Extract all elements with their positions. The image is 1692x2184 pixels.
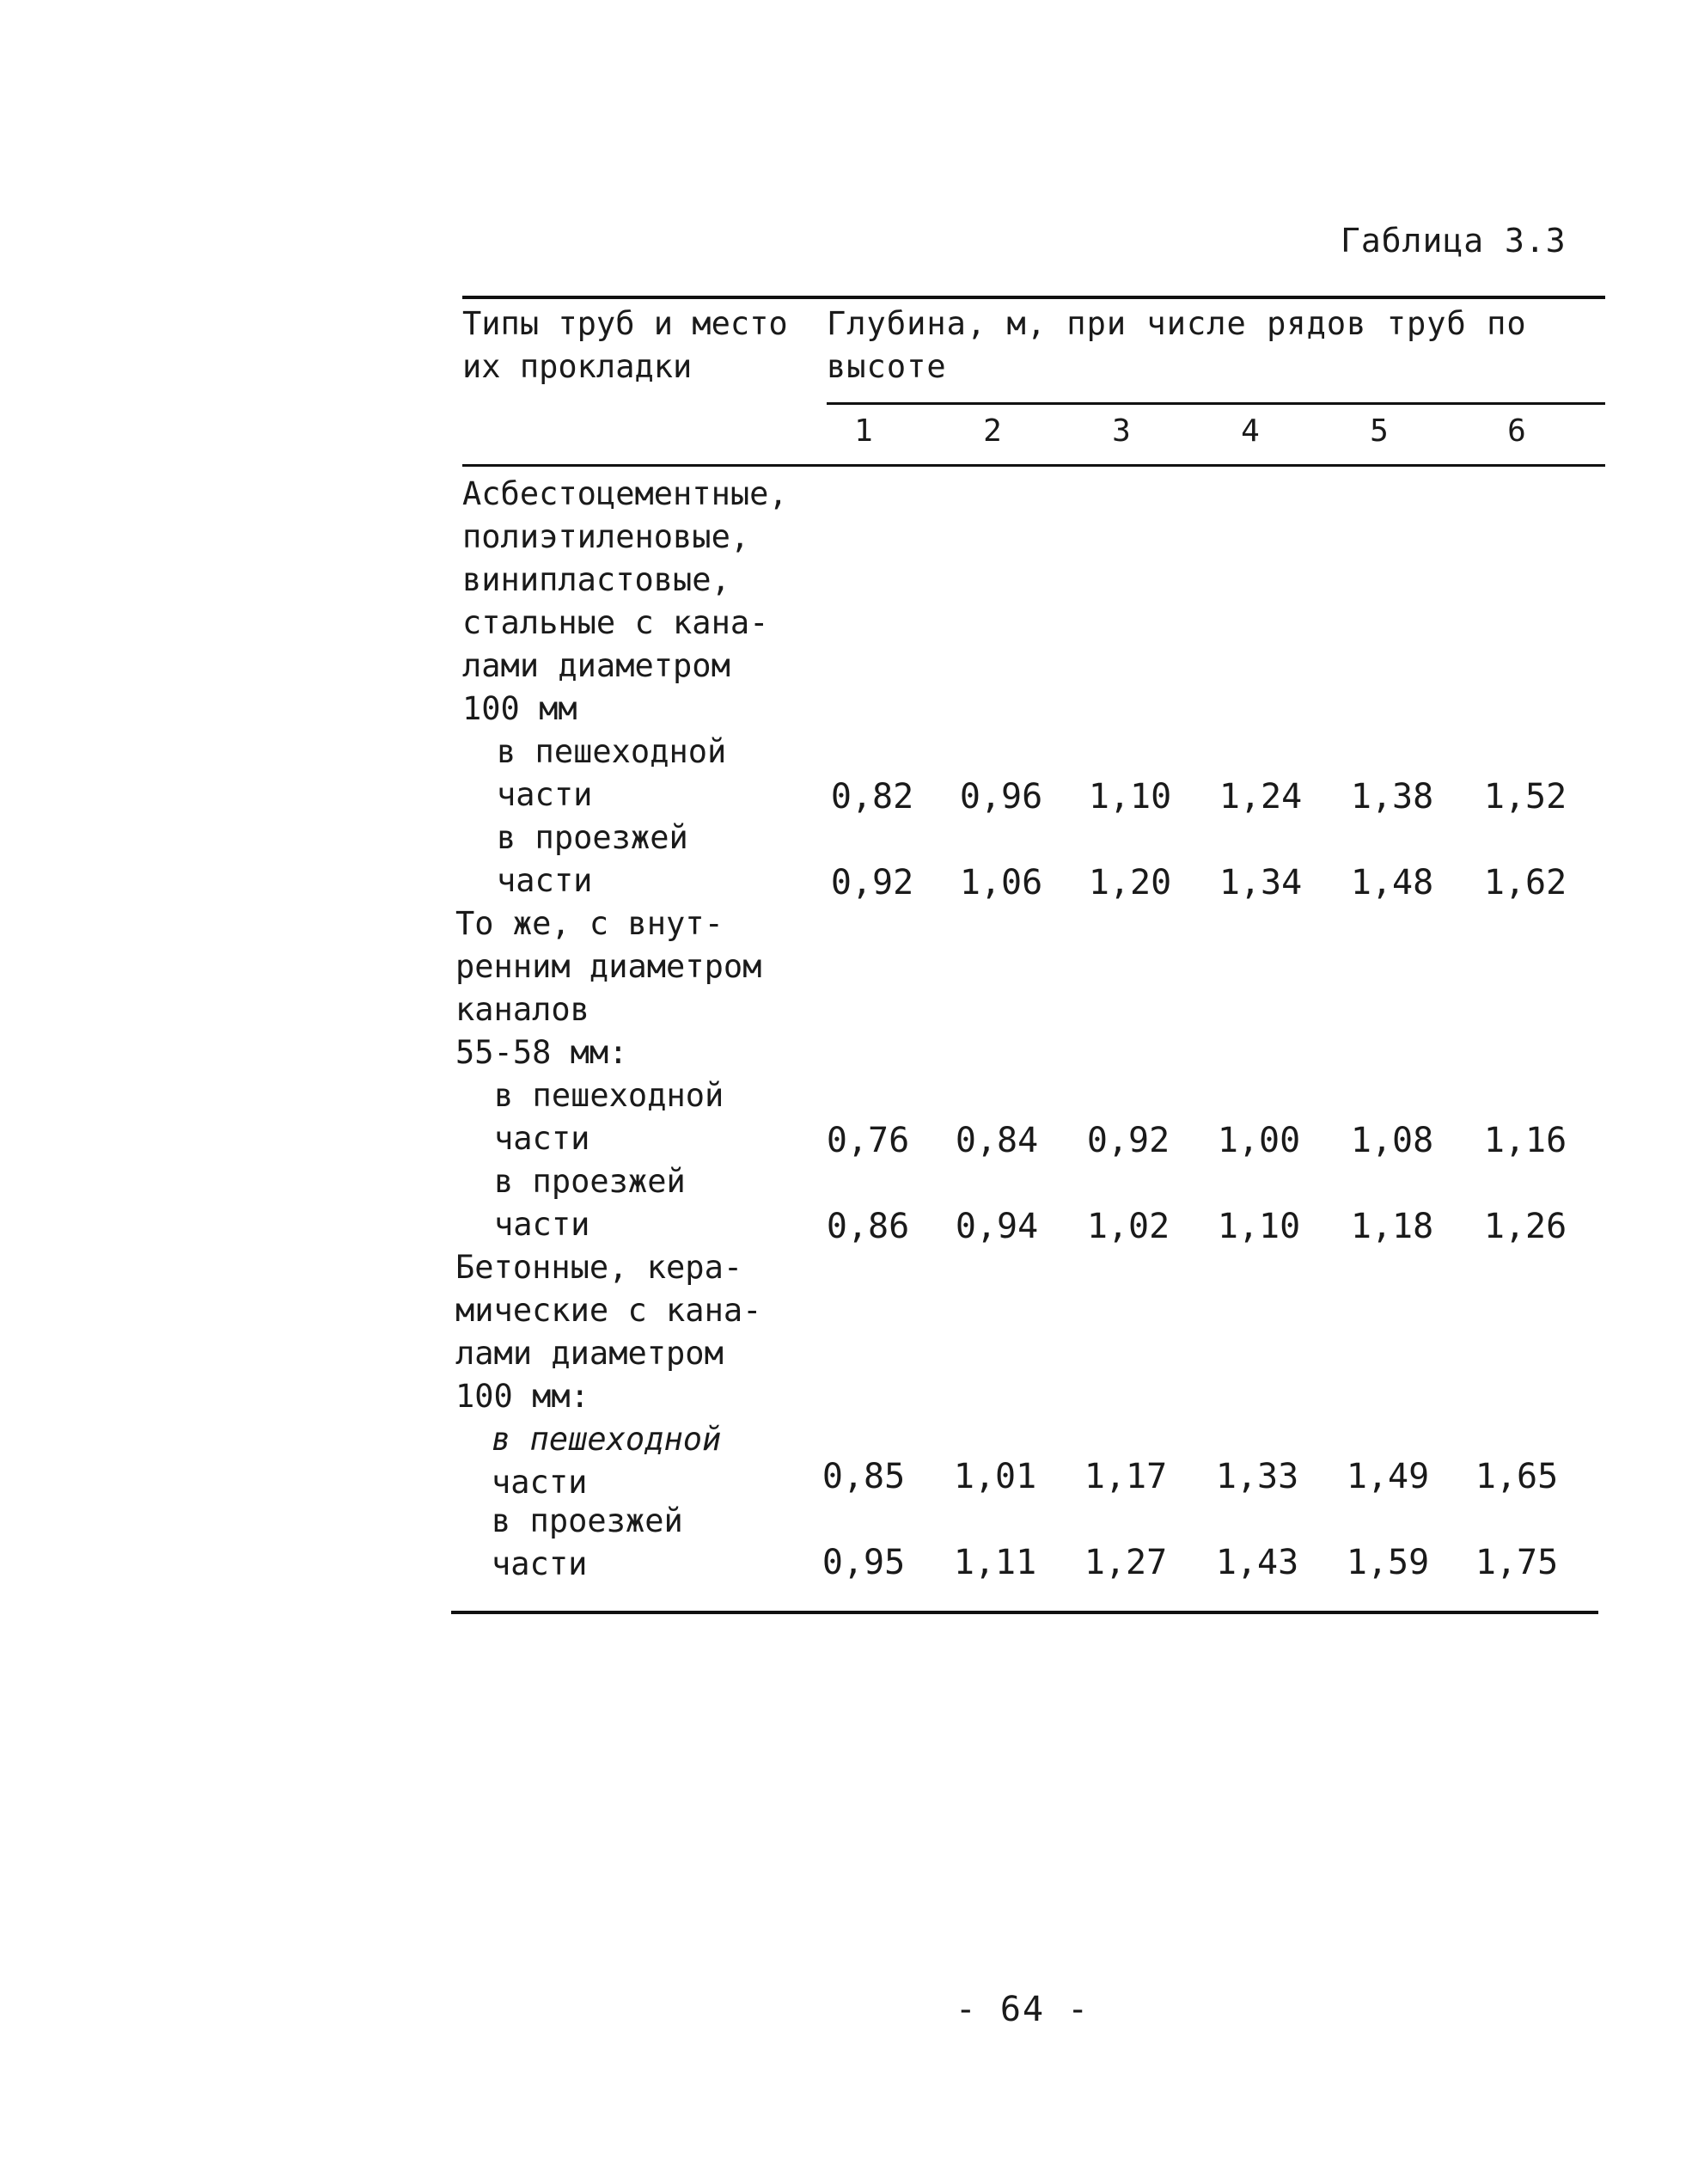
row-label-line: в пешеходной [492,1421,722,1458]
row-label-line: в проезжей [494,1163,686,1200]
value-cell: 0,86 [826,1207,910,1246]
value-cell: 1,01 [953,1457,1037,1496]
value-cell: 1,18 [1350,1207,1434,1246]
group-title-line: лами диаметром [455,1335,724,1372]
page-number: - 64 - [955,1990,1090,2029]
column-number: 5 [1370,413,1389,449]
value-cell: 0,92 [830,863,914,902]
group-title-line: Асбестоцементные, [462,475,788,512]
header-left-line: Типы труб и место [462,305,788,342]
value-cell: 0,94 [955,1207,1039,1246]
value-cell: 0,82 [830,777,914,817]
table-top-rule [462,296,1605,299]
table-caption: Габлица 3.3 [1341,222,1567,260]
header-left-cell [462,303,823,388]
group-title-line: 100 мм [462,690,577,727]
table-bottom-rule [451,1611,1598,1614]
value-cell: 1,02 [1086,1207,1170,1246]
group-title-line: Бетонные, кера- [455,1249,743,1286]
value-cell: 1,75 [1475,1543,1559,1582]
row-label-line: части [492,1545,588,1582]
group-title-line: каналов [455,991,589,1028]
value-cell: 1,49 [1346,1457,1430,1496]
value-cell: 1,38 [1350,777,1434,817]
value-cell: 0,96 [959,777,1043,817]
value-cell: 1,08 [1350,1121,1434,1160]
row-label-line: в пешеходной [494,1077,724,1114]
header-main-line: высоте [827,348,947,385]
group-title-line: полиэтиленовые, [462,518,750,555]
value-cell: 1,48 [1350,863,1434,902]
value-cell: 1,10 [1217,1207,1301,1246]
column-number: 6 [1507,413,1526,449]
group-title-line: То же, с внут- [455,905,724,942]
value-cell: 1,34 [1219,863,1303,902]
column-number: 3 [1112,413,1131,449]
row-label-line: в проезжей [492,1502,683,1539]
header-main-cell [827,303,1600,388]
header-bottom-rule [462,464,1605,467]
group-title-line: 100 мм: [455,1378,589,1415]
header-subrule [827,402,1605,405]
value-cell: 0,76 [826,1121,910,1160]
row-label-line: в пешеходной [497,733,727,770]
row-label-line: части [492,1464,588,1501]
value-cell: 0,85 [822,1457,906,1496]
value-cell: 1,33 [1215,1457,1299,1496]
value-cell: 1,20 [1088,863,1172,902]
value-cell: 1,59 [1346,1543,1430,1582]
row-label-line: части [494,1206,590,1243]
value-cell: 1,62 [1483,863,1567,902]
value-cell: 1,26 [1483,1207,1567,1246]
column-number: 4 [1241,413,1260,449]
header-left-line: их прокладки [462,348,693,385]
row-label-line: части [497,776,593,813]
group-title-line: винипластовые, [462,561,730,598]
value-cell: 1,17 [1084,1457,1168,1496]
group-title-line: мические с кана- [455,1292,762,1329]
row-label-line: в проезжей [497,819,688,856]
group-title-line: 55-58 мм: [455,1034,628,1071]
row-label-line: части [494,1120,590,1157]
value-cell: 1,24 [1219,777,1303,817]
value-cell: 1,65 [1475,1457,1559,1496]
value-cell: 0,95 [822,1543,906,1582]
value-cell: 1,52 [1483,777,1567,817]
value-cell: 1,16 [1483,1121,1567,1160]
value-cell: 1,10 [1088,777,1172,817]
column-number: 2 [983,413,1002,449]
value-cell: 1,06 [959,863,1043,902]
column-number: 1 [854,413,873,449]
header-main-line: Глубина, м, при числе рядов труб по [827,305,1527,342]
row-label-line: части [497,862,593,899]
value-cell: 1,43 [1215,1543,1299,1582]
value-cell: 1,00 [1217,1121,1301,1160]
group-title-line: лами диаметром [462,647,730,684]
value-cell: 1,11 [953,1543,1037,1582]
group-title-line: ренним диаметром [455,948,762,985]
value-cell: 1,27 [1084,1543,1168,1582]
group-title-line: стальные с кана- [462,604,769,641]
value-cell: 0,92 [1086,1121,1170,1160]
value-cell: 0,84 [955,1121,1039,1160]
